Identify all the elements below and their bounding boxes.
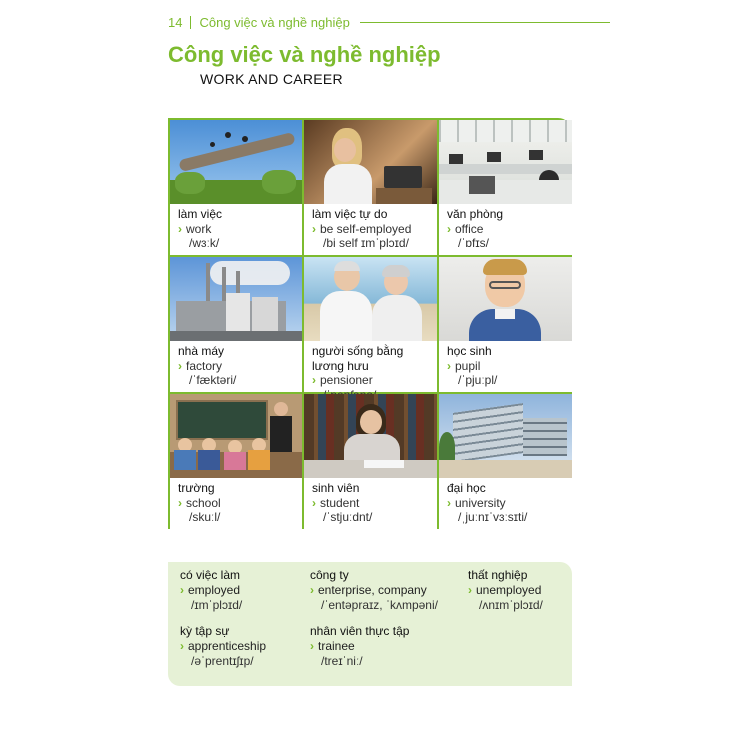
extra-vocabulary-panel bbox=[168, 562, 572, 686]
vocab-pronunciation: /ʌnɪmˈplɔɪd/ bbox=[479, 598, 543, 612]
card-en-text: school bbox=[186, 495, 221, 510]
ants-carrying-log-photo bbox=[170, 120, 302, 204]
vocab-en-text: enterprise, company bbox=[318, 583, 427, 597]
factory-chimneys-photo bbox=[170, 257, 302, 341]
vocab-en-word bbox=[310, 639, 409, 654]
card-vn-label: sinh viên bbox=[312, 481, 360, 495]
vocab-pronunciation: /treɪˈniː/ bbox=[321, 654, 363, 668]
card-pronunciation: /skuːl/ bbox=[189, 510, 221, 524]
woman-laptop-photo bbox=[304, 120, 437, 204]
page-header bbox=[168, 12, 610, 32]
chevron-right-icon: › bbox=[310, 639, 314, 653]
chevron-right-icon: › bbox=[447, 358, 451, 373]
chevron-right-icon: › bbox=[178, 358, 182, 373]
card-vn-label: người sống bằng lương hưu bbox=[312, 344, 404, 373]
vocab-card-office bbox=[439, 120, 572, 255]
card-en-text: university bbox=[455, 495, 506, 510]
vocab-card-self-employed bbox=[304, 120, 437, 255]
card-en-text: work bbox=[186, 221, 212, 236]
vocab-en-text: employed bbox=[188, 583, 241, 597]
card-pronunciation: /ˈpjuːpl/ bbox=[458, 373, 498, 387]
vocab-card-university bbox=[439, 394, 572, 529]
vocab-item-unemployed bbox=[468, 568, 543, 613]
vocab-pronunciation: /ˈentəpraɪz, ˈkʌmpəni/ bbox=[321, 598, 438, 612]
vocab-card-work bbox=[170, 120, 302, 255]
vocab-card-pupil bbox=[439, 257, 572, 392]
vocab-en-word bbox=[180, 583, 242, 598]
chevron-right-icon: › bbox=[180, 639, 184, 653]
card-en-text: factory bbox=[186, 358, 223, 373]
card-pronunciation: /ˈstjuːdnt/ bbox=[323, 510, 373, 524]
card-en-text: pupil bbox=[455, 358, 481, 373]
vocab-vn-label: công ty bbox=[310, 568, 349, 582]
page-subtitle: WORK AND CAREER bbox=[200, 71, 343, 87]
header-rule bbox=[360, 22, 610, 23]
vocab-vn-label: thất nghiệp bbox=[468, 568, 528, 582]
vocab-item-trainee bbox=[310, 624, 409, 669]
card-vn-label: đại học bbox=[447, 481, 486, 495]
university-building-photo bbox=[439, 394, 572, 478]
card-pronunciation: /wɜːk/ bbox=[189, 236, 220, 250]
chevron-right-icon: › bbox=[447, 221, 451, 236]
vocab-en-text: apprenticeship bbox=[188, 639, 267, 653]
header-separator bbox=[190, 16, 191, 29]
chevron-right-icon: › bbox=[312, 495, 316, 510]
card-en-word bbox=[312, 373, 437, 388]
chevron-right-icon: › bbox=[468, 583, 472, 597]
card-en-text: office bbox=[455, 221, 484, 236]
chevron-right-icon: › bbox=[178, 221, 182, 236]
page-number: 14 bbox=[168, 14, 183, 30]
vocab-en-word bbox=[180, 639, 266, 654]
page-title: Công việc và nghề nghiệp bbox=[168, 42, 441, 67]
vocab-item-company bbox=[310, 568, 438, 613]
card-en-text: pensioner bbox=[320, 373, 373, 387]
card-vn-label: học sinh bbox=[447, 344, 492, 358]
card-en-text: student bbox=[320, 495, 360, 510]
card-en-word bbox=[447, 496, 572, 511]
card-en-word bbox=[178, 359, 302, 374]
running-title: Công việc và nghề nghiệp bbox=[199, 14, 350, 30]
card-vn-label: trường bbox=[178, 481, 215, 495]
vocab-card-pensioner bbox=[304, 257, 437, 392]
chevron-right-icon: › bbox=[310, 583, 314, 597]
vocab-vn-label: nhân viên thực tập bbox=[310, 624, 410, 638]
card-en-word bbox=[312, 222, 437, 237]
vocab-pronunciation: /ɪmˈplɔɪd/ bbox=[191, 598, 243, 612]
elderly-couple-beach-photo bbox=[304, 257, 437, 341]
boy-glasses-photo bbox=[439, 257, 572, 341]
chevron-right-icon: › bbox=[178, 495, 182, 510]
card-vn-label: làm việc tự do bbox=[312, 207, 388, 221]
vocab-item-apprenticeship bbox=[180, 624, 266, 669]
vocab-vn-label: kỳ tập sự bbox=[180, 624, 230, 638]
student-library-photo bbox=[304, 394, 437, 478]
card-pronunciation: /ˈfæktəri/ bbox=[189, 373, 237, 387]
chevron-right-icon: › bbox=[447, 495, 451, 510]
card-en-word bbox=[447, 359, 572, 374]
card-pronunciation: /ˈɒfɪs/ bbox=[458, 236, 489, 250]
vocab-en-text: unemployed bbox=[476, 583, 542, 597]
card-en-word bbox=[447, 222, 572, 237]
card-vn-label: văn phòng bbox=[447, 207, 504, 221]
chevron-right-icon: › bbox=[312, 221, 316, 236]
card-en-text: be self-employed bbox=[320, 221, 412, 236]
vocab-en-text: trainee bbox=[318, 639, 355, 653]
chevron-right-icon: › bbox=[180, 583, 184, 597]
vocab-card-student bbox=[304, 394, 437, 529]
card-pronunciation: /bi self ɪmˈplɔɪd/ bbox=[323, 236, 409, 250]
vocab-card-school bbox=[170, 394, 302, 529]
vocab-en-word bbox=[310, 583, 438, 598]
card-en-word bbox=[178, 496, 302, 511]
card-vn-label: nhà máy bbox=[178, 344, 225, 358]
card-en-word bbox=[178, 222, 302, 237]
vocab-item-employed bbox=[180, 568, 242, 613]
vocab-card-factory bbox=[170, 257, 302, 392]
card-pronunciation: /ˌjuːnɪˈvɜːsɪti/ bbox=[458, 510, 528, 524]
vocab-en-word bbox=[468, 583, 543, 598]
vocabulary-card-grid bbox=[168, 118, 572, 529]
open-office-photo bbox=[439, 120, 572, 204]
card-vn-label: làm việc bbox=[178, 207, 223, 221]
classroom-photo bbox=[170, 394, 302, 478]
vocab-vn-label: có việc làm bbox=[180, 568, 241, 582]
chevron-right-icon: › bbox=[312, 373, 316, 387]
vocab-pronunciation: /əˈprentɪʃɪp/ bbox=[191, 654, 254, 668]
card-en-word bbox=[312, 496, 437, 511]
